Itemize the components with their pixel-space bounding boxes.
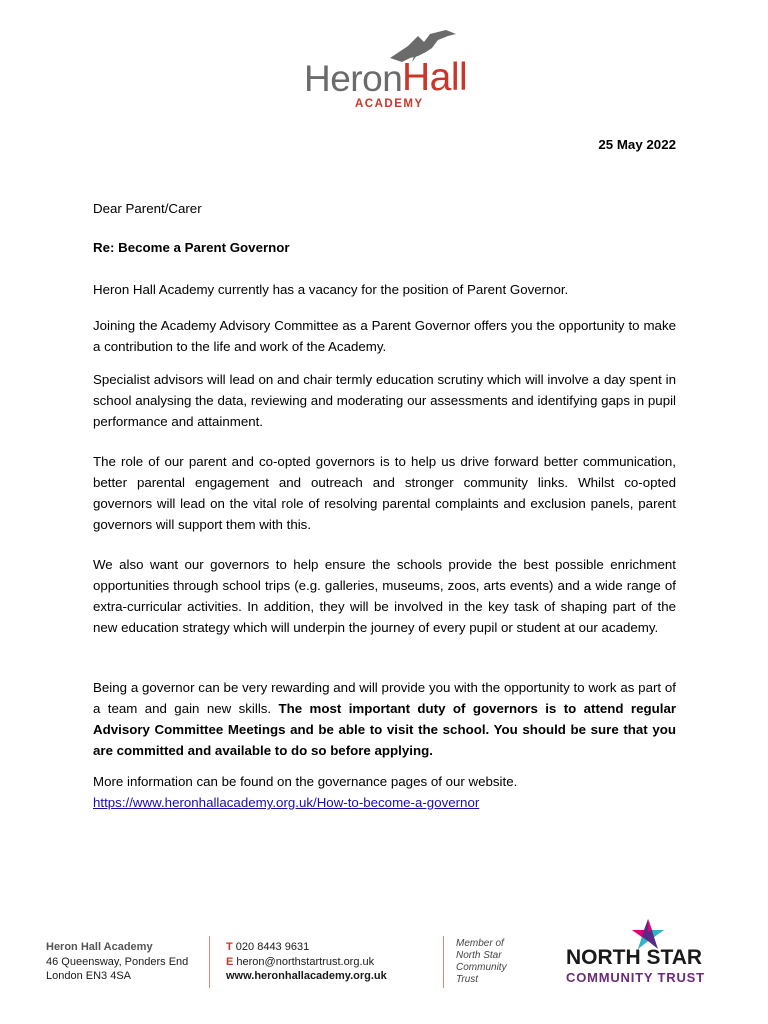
logo-heron-text: Heron: [304, 58, 403, 99]
footer-telephone[interactable]: 020 8443 9631: [235, 941, 310, 953]
footer-school-name: Heron Hall Academy: [46, 941, 153, 953]
paragraph-6-bold: The most important duty of governors is to attend regular Advisory Committee Meetings and be able to visit the school. You should be sure that you are committed and available to do so before applying.: [93, 701, 677, 758]
footer-divider-2: [443, 936, 444, 988]
tel-label: T: [226, 941, 233, 953]
footer-website[interactable]: www.heronhallacademy.org.uk: [226, 970, 387, 982]
paragraph-6: [93, 677, 676, 761]
paragraph-3: Specialist advisors will lead on and chair termly education scrutiny which will involve a day spent in school analysing the data, reviewing and moderating our assessments and identifying gaps in pupil performance and attainment.: [93, 372, 676, 429]
member-line-1: Member of: [456, 938, 504, 949]
footer-divider-1: [209, 936, 210, 988]
logo-hall-text: Hall: [402, 56, 468, 99]
salutation: Dear Parent/Carer: [93, 201, 202, 216]
trust-title: NORTH STAR: [566, 946, 703, 969]
member-line-4: Trust: [456, 974, 479, 985]
heron-hall-logo: [300, 28, 468, 118]
trust-subtitle: COMMUNITY TRUST: [566, 970, 705, 985]
paragraph-5: We also want our governors to help ensure the schools provide the best possible enrichment opportunities through school trips (e.g. galleries, museums, zoos, arts events) and a wide range of extra-curricular activities. In addition, they will be involved in the key task of shaping part of the new education strategy which will underpin the journey of every pupil or student at our academy.: [93, 557, 676, 635]
footer-address: [46, 940, 188, 984]
more-info-text: More information can be found on the governance pages of our website.: [93, 774, 518, 789]
footer-address-line-1: 46 Queensway, Ponders End: [46, 955, 189, 968]
letter-date: 25 May 2022: [598, 137, 676, 152]
footer-email[interactable]: heron@northstartrust.org.uk: [236, 955, 375, 968]
logo-academy-text: ACADEMY: [355, 98, 424, 110]
paragraph-2: Joining the Academy Advisory Committee as a Parent Governor offers you the opportunity to make a contribution to the life and work of the Academy.: [93, 318, 676, 354]
paragraph-1: Heron Hall Academy currently has a vacancy for the position of Parent Governor.: [93, 282, 569, 297]
member-of-trust: [456, 938, 507, 986]
member-line-2: North Star: [456, 950, 502, 961]
subject-line: Re: Become a Parent Governor: [93, 240, 290, 255]
governor-info-link[interactable]: https://www.heronhallacademy.org.uk/How-to-become-a-governor: [93, 795, 480, 810]
paragraph-6-normal: Being a governor can be very rewarding and will provide you with the opportunity to work as part of a team and gain new skills.: [93, 680, 676, 716]
member-line-3: Community: [456, 962, 507, 973]
email-label: E: [226, 955, 234, 968]
footer-contact: [226, 940, 387, 984]
paragraph-7: [93, 771, 676, 813]
footer-address-line-2: London EN3 4SA: [46, 970, 132, 982]
footer: [0, 930, 768, 1000]
paragraph-4: The role of our parent and co-opted governors is to help us drive forward better communication, better parental engagement and outreach and stronger community links. Whilst co-opted governors will lead on the vital role of resolving parental complaints and exclusion panels, parent governors will support them with this.: [93, 454, 676, 532]
